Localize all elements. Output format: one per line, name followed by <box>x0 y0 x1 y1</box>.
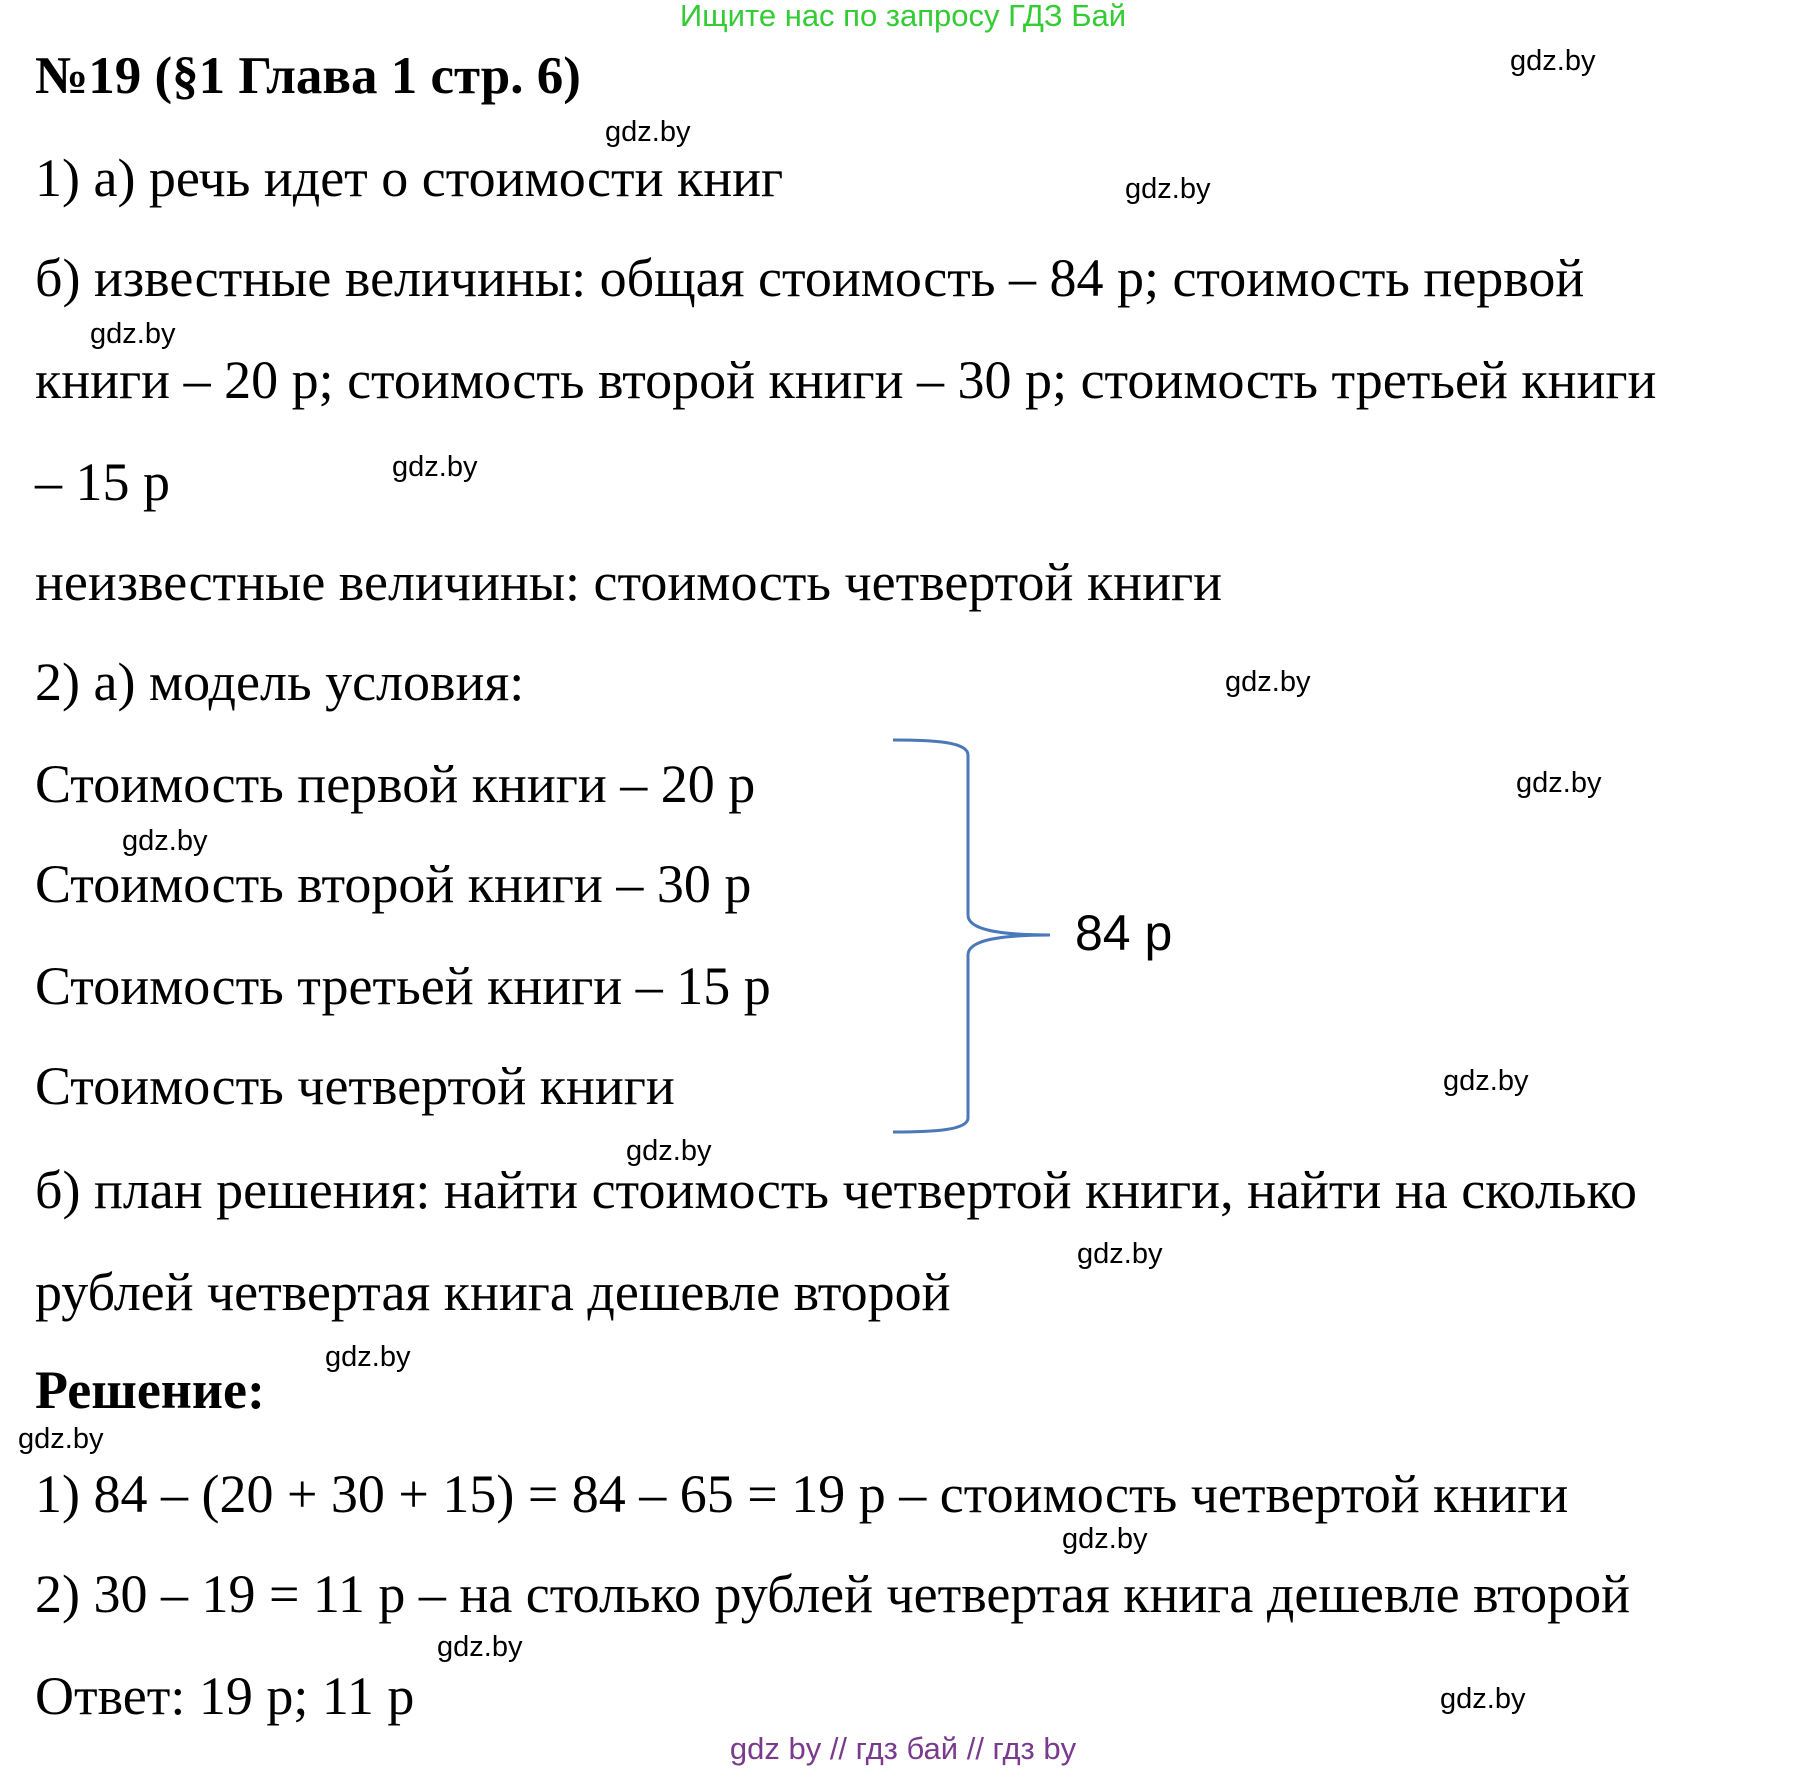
text-line: 1) а) речь идет о стоимости книг <box>35 148 784 208</box>
watermark: gdz.by <box>90 318 176 350</box>
solution-heading: Решение: <box>35 1360 265 1420</box>
watermark: gdz.by <box>1516 767 1602 799</box>
page-title: №19 (§1 Глава 1 стр. 6) <box>35 47 581 105</box>
text-line: книги – 20 р; стоимость второй книги – 30 р; стоимость третьей книги <box>35 350 1657 410</box>
watermark: gdz.by <box>1077 1238 1163 1270</box>
watermark: gdz.by <box>1510 45 1596 77</box>
solution-step: 2) 30 – 19 = 11 р – на столько рублей четвертая книга дешевле второй <box>35 1564 1631 1624</box>
model-item: Стоимость третьей книги – 15 р <box>35 956 771 1016</box>
footer-links: gdz by // гдз бай // гдз by <box>729 1731 1077 1766</box>
model-heading: 2) а) модель условия: <box>35 652 525 712</box>
total-label: 84 р <box>1075 905 1173 961</box>
plan-line: б) план решения: найти стоимость четвертой книги, найти на сколько <box>35 1160 1638 1220</box>
watermark: gdz.by <box>1225 666 1311 698</box>
answer-line: Ответ: 19 р; 11 р <box>35 1666 415 1726</box>
watermark: gdz.by <box>325 1341 411 1373</box>
watermark: gdz.by <box>1125 173 1211 205</box>
watermark: gdz.by <box>122 825 208 857</box>
text-line: неизвестные величины: стоимость четвертой книги <box>35 552 1223 612</box>
watermark: gdz.by <box>626 1135 712 1167</box>
solution-step: 1) 84 – (20 + 30 + 15) = 84 – 65 = 19 р – стоимость четвертой книги <box>35 1464 1569 1524</box>
watermark: gdz.by <box>437 1631 523 1663</box>
text-line: – 15 р <box>35 452 170 512</box>
top-banner: Ищите нас по запросу ГДЗ Бай <box>679 0 1127 33</box>
model-item: Стоимость четвертой книги <box>35 1056 675 1116</box>
text-line: б) известные величины: общая стоимость – 84 р; стоимость первой <box>35 248 1585 308</box>
model-item: Стоимость первой книги – 20 р <box>35 754 756 814</box>
watermark: gdz.by <box>1440 1683 1526 1715</box>
model-item: Стоимость второй книги – 30 р <box>35 854 752 914</box>
watermark: gdz.by <box>392 451 478 483</box>
watermark: gdz.by <box>1443 1065 1529 1097</box>
watermark: gdz.by <box>605 116 691 148</box>
plan-line: рублей четвертая книга дешевле второй <box>35 1262 951 1322</box>
watermark: gdz.by <box>18 1423 104 1455</box>
watermark: gdz.by <box>1062 1523 1148 1555</box>
